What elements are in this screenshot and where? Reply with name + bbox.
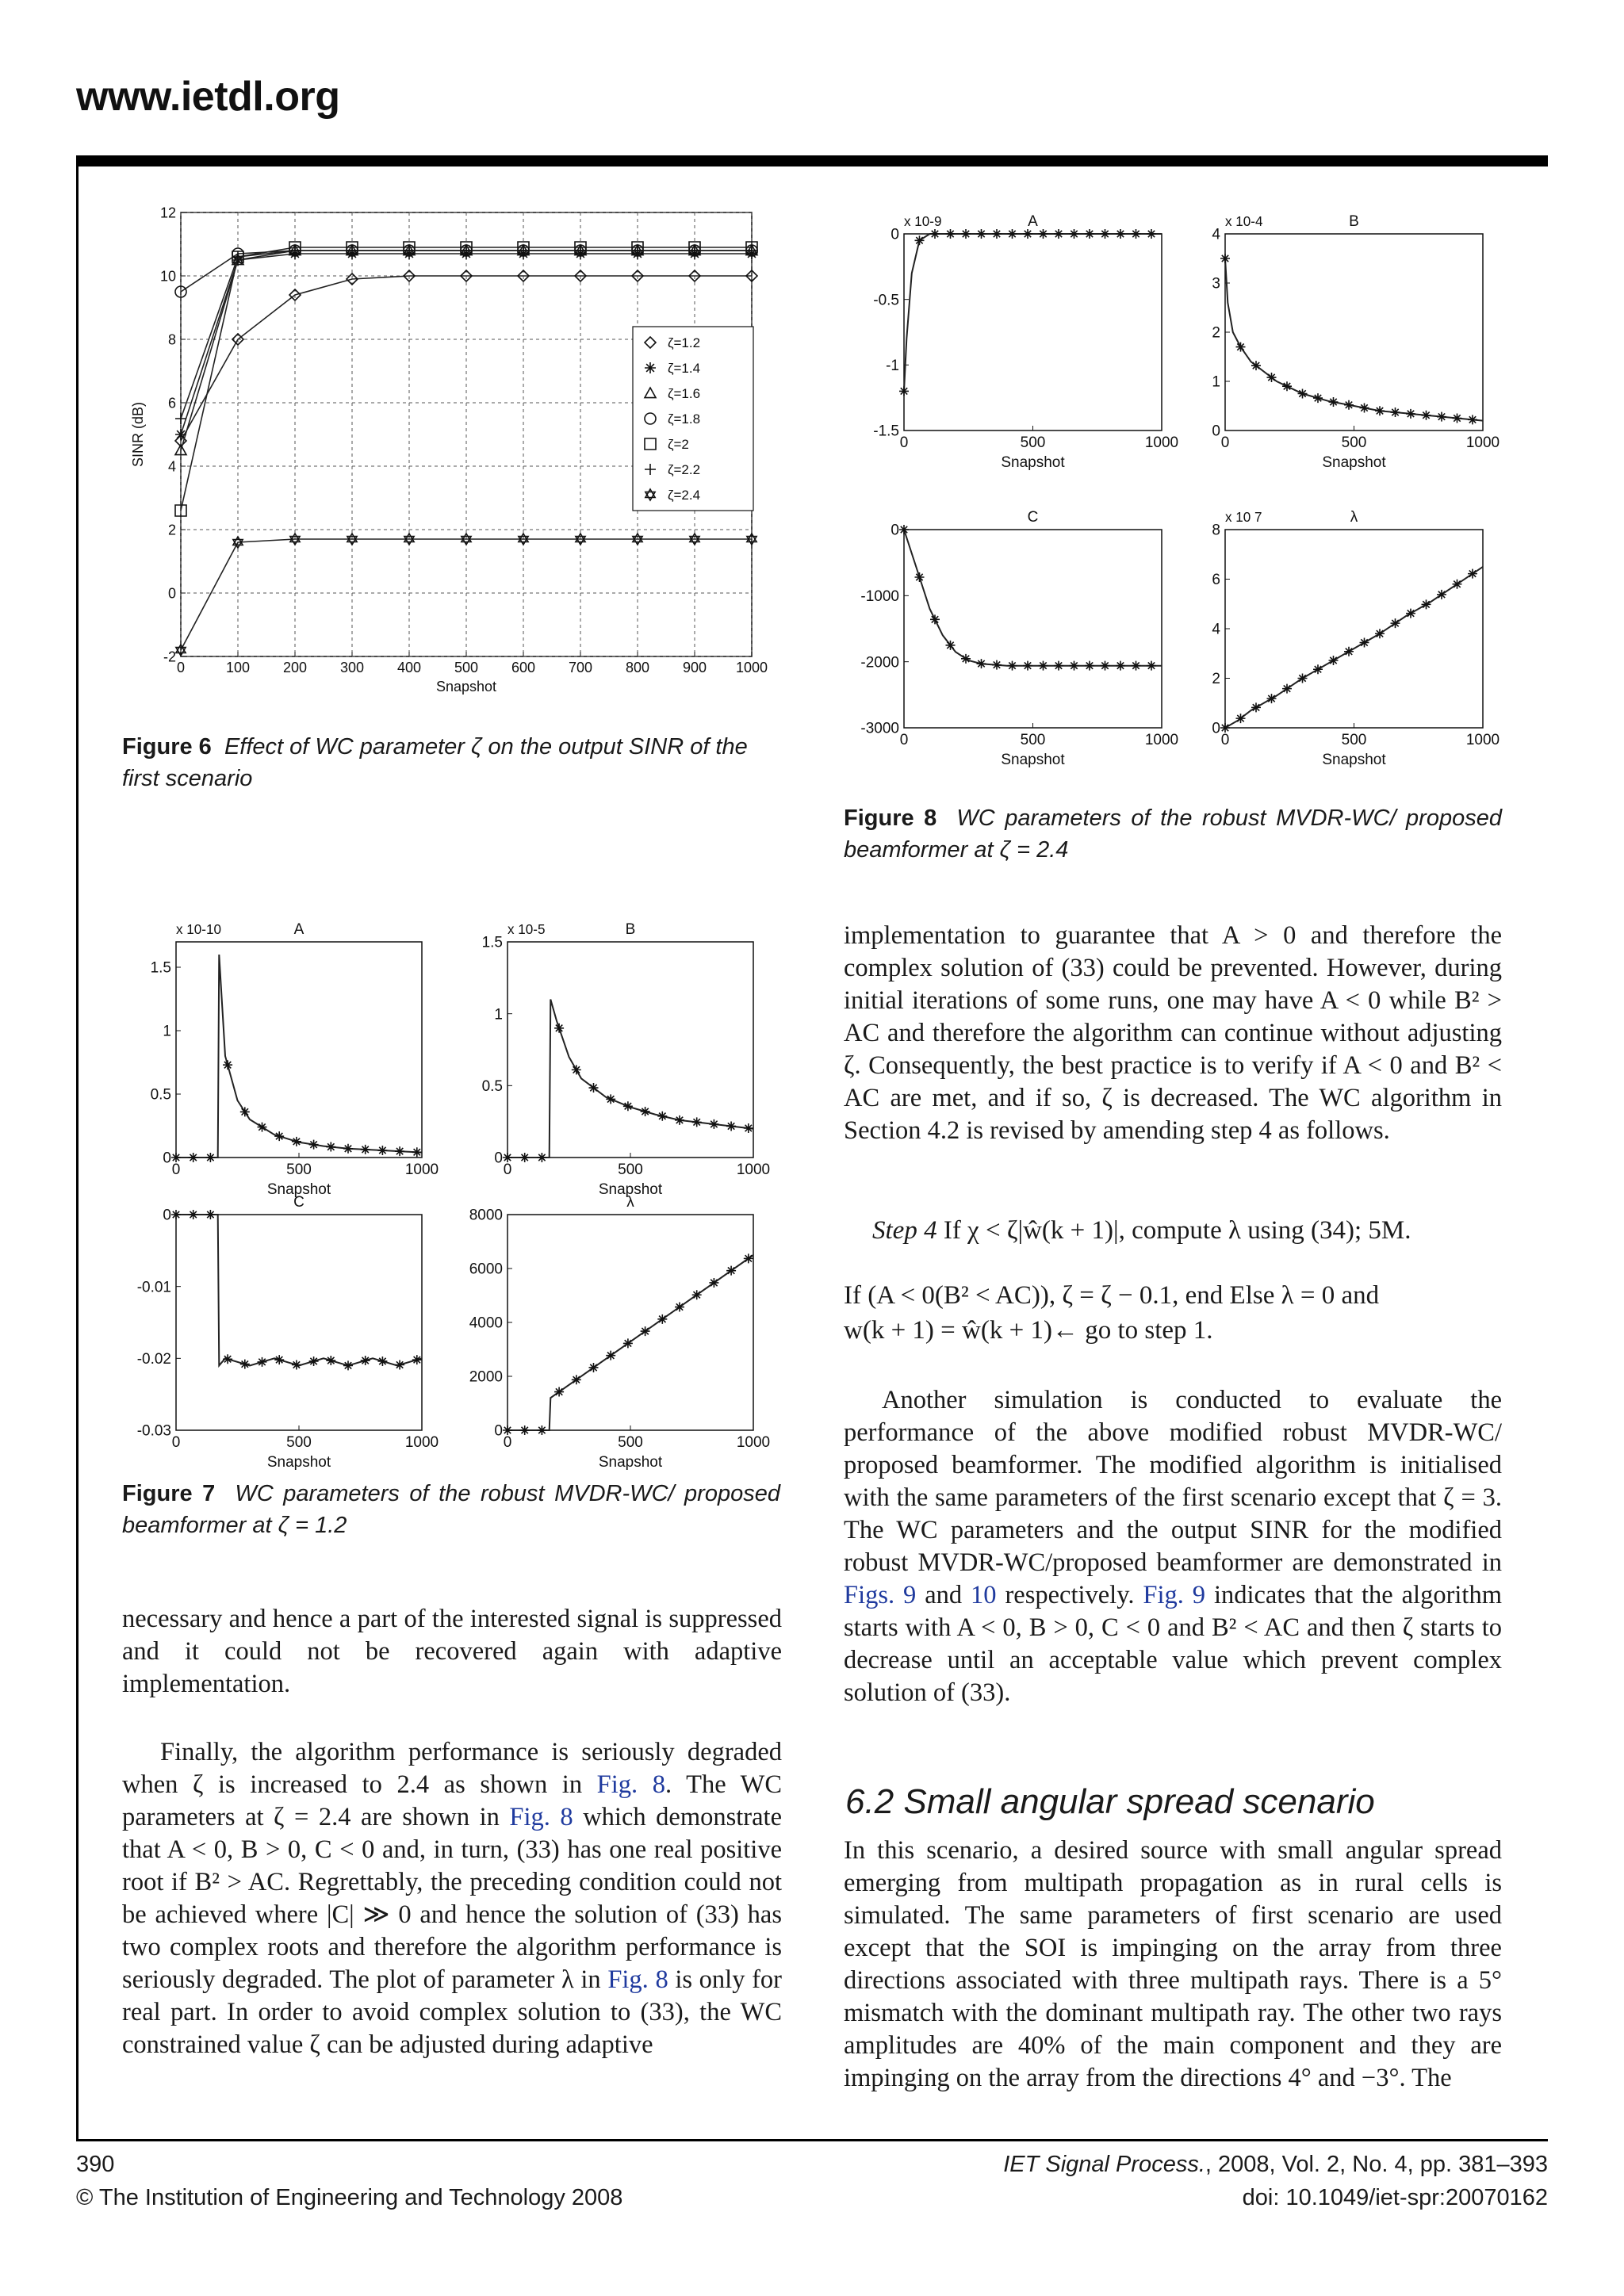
data-marker	[361, 1356, 370, 1365]
x-tick-label: 0	[1220, 732, 1230, 748]
panel-title: A	[1028, 213, 1038, 230]
data-marker	[623, 1338, 633, 1348]
right-column-para1	[844, 920, 1502, 1147]
y-tick-label: 4	[1212, 621, 1220, 638]
y-tick-label: -0.03	[136, 1422, 171, 1440]
data-marker	[274, 1131, 284, 1141]
legend-marker	[645, 362, 656, 373]
data-marker	[343, 1144, 353, 1154]
left-para2-b: . The WC parameters at ζ = 2.4 are shown in	[122, 1770, 782, 1831]
data-marker	[572, 1065, 581, 1074]
fig8-link-2[interactable]: Fig. 8	[509, 1803, 573, 1831]
x-tick-label: 100	[225, 660, 251, 675]
x-tick-label: 500	[1020, 732, 1046, 748]
data-marker	[915, 235, 925, 245]
x-axis-label: Snapshot	[1001, 454, 1065, 471]
data-marker	[744, 1123, 753, 1133]
right-para2-a: Another simulation is conducted to evaluate the performance of the above modified robust MVDR-WC/ proposed beamformer. The modified algorithm is initialised with the same parameters of the first scenario except that ζ = 3. The WC parameters and the output SINR for the modified robust MVDR-WC/proposed beamformer are demonstrated in	[844, 1386, 1502, 1577]
left-para1-text: necessary and hence a part of the interested signal is suppressed and it could not be recovered again with adaptive implementation.	[122, 1605, 782, 1698]
data-marker	[1147, 229, 1156, 239]
data-marker	[589, 1363, 599, 1372]
journal-details: , 2008, Vol. 2, No. 4, pp. 381–393	[1205, 2152, 1548, 2177]
x-tick-label: 500	[286, 1434, 312, 1451]
x-tick-label: 1000	[1465, 732, 1500, 748]
right-para2-b: and	[916, 1581, 971, 1609]
data-marker	[1437, 590, 1446, 599]
y-tick-label: 0	[163, 1150, 171, 1167]
data-marker	[1236, 342, 1246, 352]
data-marker	[1298, 389, 1308, 399]
y-tick-label: 8	[1212, 522, 1220, 539]
data-marker	[258, 1123, 267, 1132]
figure-7-caption	[122, 1478, 780, 1541]
x-tick-label: 500	[286, 1161, 312, 1178]
axis-exponent: x 10-9	[904, 214, 942, 229]
data-marker	[1344, 400, 1354, 410]
data-marker	[1406, 409, 1415, 419]
fig8-link-3[interactable]: Fig. 8	[607, 1965, 668, 1994]
data-marker	[1406, 609, 1415, 618]
x-tick-label: 0	[899, 732, 909, 748]
x-tick-label: 0	[503, 1434, 512, 1451]
panel-fig8-1	[1212, 213, 1500, 471]
data-marker	[240, 1107, 250, 1116]
right-column-para2	[844, 1384, 1502, 1709]
x-tick-label: 600	[511, 660, 536, 675]
data-marker	[1422, 599, 1431, 609]
panel-fig8-0	[873, 213, 1178, 471]
data-marker	[205, 1210, 215, 1219]
fig8-link-1[interactable]: Fig. 8	[596, 1770, 665, 1799]
panel-title: B	[625, 921, 636, 938]
figure-6	[119, 198, 793, 714]
data-marker	[899, 386, 909, 396]
data-marker	[1391, 618, 1400, 628]
y-axis-label: SINR (dB)	[130, 401, 146, 468]
x-tick-label: 1000	[404, 1161, 439, 1178]
y-tick-label: 10	[159, 268, 176, 285]
panel-title: B	[1349, 213, 1359, 230]
copyright: © The Institution of Engineering and Technology 2008	[76, 2185, 623, 2210]
data-marker	[1282, 684, 1292, 694]
x-tick-label: 1000	[736, 1434, 771, 1451]
plot-frame	[1225, 234, 1483, 430]
panel-fig7-1	[482, 921, 771, 1198]
bottom-rule	[76, 2139, 1548, 2141]
x-tick-label: 0	[1220, 434, 1230, 451]
y-tick-label: 1.5	[150, 959, 171, 977]
data-marker	[675, 1115, 684, 1125]
left-para2-a: Finally, the algorithm performance is seriously degraded when ζ is increased to 2.4 as shown in	[122, 1738, 782, 1799]
data-marker	[1267, 694, 1277, 703]
left-rule	[76, 166, 79, 2141]
y-tick-label: -1.5	[873, 423, 899, 440]
data-marker	[1437, 412, 1446, 422]
data-marker	[1251, 702, 1261, 712]
x-tick-label: 200	[282, 660, 308, 675]
data-marker	[1453, 414, 1462, 423]
data-marker	[1220, 723, 1230, 733]
x-tick-label: 500	[1341, 434, 1367, 451]
x-axis-label: Snapshot	[1001, 752, 1065, 768]
legend-label: ζ=1.8	[668, 411, 701, 427]
figure-6-label: Figure 6	[122, 734, 212, 760]
data-marker	[1132, 229, 1141, 239]
top-rule	[76, 155, 1548, 166]
y-tick-label: -0.01	[136, 1279, 171, 1296]
y-tick-label: 0	[494, 1150, 503, 1167]
eq2-line2: w(k + 1) = ŵ(k + 1)← go to step 1.	[844, 1316, 1213, 1345]
y-tick-label: 4	[1212, 226, 1220, 243]
figure-6-caption-text: Effect of WC parameter ζ on the output SINR of the first scenario	[122, 734, 748, 791]
data-marker	[572, 1375, 581, 1384]
data-marker	[1116, 229, 1125, 239]
data-marker	[1085, 229, 1094, 239]
x-tick-label: 400	[396, 660, 422, 675]
data-marker	[1468, 569, 1477, 579]
data-marker	[961, 229, 971, 239]
y-tick-label: 12	[159, 205, 176, 221]
figure-7-caption-text: WC parameters of the robust MVDR-WC/ proposed beamformer at ζ = 1.2	[122, 1481, 780, 1538]
page-number: 390	[76, 2152, 115, 2177]
data-marker	[205, 1153, 215, 1162]
panel-fig8-3	[1212, 509, 1500, 768]
data-marker	[1468, 415, 1477, 424]
data-marker	[1375, 629, 1385, 638]
plot-frame	[904, 530, 1162, 728]
data-marker	[503, 1425, 512, 1435]
left-para2-c: which demonstrate that A < 0, B > 0, C < 0 and, in turn, (33) has one real positive root if B² > AC. Regrettably, the preceding condition could not be achieved where |C| ≫ 0 and hence the solution of (33) has two complex roots and therefore the algorithm performance is seriously degraded. The plot of parameter λ in	[122, 1803, 782, 1994]
figure-8	[841, 198, 1507, 785]
legend-label: ζ=1.6	[668, 386, 701, 401]
panel-title: C	[1027, 509, 1039, 526]
data-marker	[1344, 647, 1354, 656]
panel-title: C	[293, 1194, 304, 1211]
x-tick-label: 900	[682, 660, 707, 675]
data-marker	[1282, 381, 1292, 391]
y-tick-label: 0	[891, 522, 899, 539]
figs9-link[interactable]: Figs. 9	[844, 1581, 917, 1609]
doi[interactable]: doi: 10.1049/iet-spr:20070162	[1242, 2185, 1548, 2210]
x-tick-label: 1000	[1144, 732, 1179, 748]
data-marker	[1329, 656, 1339, 665]
data-marker	[915, 572, 925, 582]
x-axis-label: Snapshot	[598, 1181, 663, 1198]
y-tick-label: -2	[163, 649, 176, 665]
x-tick-label: 1000	[735, 660, 768, 675]
data-marker	[1453, 580, 1462, 589]
legend-label: ζ=1.2	[668, 335, 701, 350]
figure-6-chart	[119, 198, 793, 714]
data-marker	[1329, 397, 1339, 407]
data-marker	[606, 1094, 615, 1104]
data-marker	[709, 1278, 718, 1288]
panel-title: λ	[1350, 509, 1358, 526]
axis-exponent: x 10-10	[176, 922, 222, 937]
data-marker	[692, 1290, 702, 1299]
data-marker	[1236, 714, 1246, 723]
data-marker	[1251, 361, 1261, 370]
step4-text: If χ < ζ|ŵ(k + 1)|, compute λ using (34); 5M.	[943, 1216, 1411, 1245]
x-tick-label: 500	[454, 660, 479, 675]
data-marker	[1313, 664, 1323, 674]
y-tick-label: 8000	[469, 1207, 503, 1224]
x-tick-label: 1000	[404, 1434, 439, 1451]
data-marker	[343, 1360, 353, 1370]
legend-label: ζ=1.4	[668, 361, 701, 376]
x-tick-label: 500	[618, 1161, 643, 1178]
x-axis-label: Snapshot	[266, 1454, 331, 1471]
data-marker	[977, 229, 986, 239]
x-tick-label: 800	[625, 660, 650, 675]
y-tick-label: 0.5	[150, 1086, 171, 1104]
x-tick-label: 1000	[736, 1161, 771, 1178]
x-tick-label: 0	[171, 1434, 181, 1451]
data-marker	[1101, 229, 1110, 239]
data-marker	[1267, 373, 1277, 382]
data-marker	[1101, 661, 1110, 671]
panel-title: λ	[626, 1194, 634, 1211]
step4-label: Step 4	[872, 1216, 937, 1245]
x-axis-label: Snapshot	[435, 679, 497, 695]
figure-8-caption	[844, 802, 1502, 866]
panel-fig7-3	[469, 1194, 770, 1471]
x-axis-label: Snapshot	[1322, 752, 1386, 768]
figure-7	[119, 912, 793, 1471]
axis-exponent: x 10-4	[1225, 214, 1263, 229]
axis-exponent: x 10-5	[508, 922, 546, 937]
data-marker	[520, 1425, 530, 1435]
panel-fig8-2	[860, 509, 1178, 768]
data-marker	[1070, 661, 1079, 671]
data-marker	[240, 1360, 250, 1369]
fig10-link[interactable]: 10	[971, 1581, 997, 1609]
y-tick-label: 0	[891, 226, 899, 243]
data-marker	[1147, 661, 1156, 671]
left-para2-d: is only for real part. In order to avoid complex solution to (33), the WC constrained value ζ can be adjusted during adaptive	[122, 1965, 783, 2059]
data-marker	[1360, 403, 1369, 412]
y-tick-label: 0	[1212, 720, 1220, 737]
x-axis-label: Snapshot	[598, 1454, 663, 1471]
data-marker	[412, 1147, 422, 1157]
y-tick-label: 0	[494, 1422, 503, 1440]
fig9-link[interactable]: Fig. 9	[1143, 1581, 1206, 1609]
data-marker	[992, 229, 1002, 239]
x-tick-label: 0	[899, 434, 909, 451]
y-tick-label: -0.02	[136, 1350, 171, 1368]
y-tick-label: 0.5	[481, 1077, 503, 1095]
data-marker	[1422, 411, 1431, 420]
data-marker	[1313, 393, 1323, 403]
x-tick-label: 300	[339, 660, 365, 675]
right-para2-c: respectively.	[996, 1581, 1143, 1609]
y-tick-label: 6000	[469, 1261, 503, 1278]
y-tick-label: 6	[167, 395, 176, 411]
data-marker	[223, 1354, 232, 1364]
x-tick-label: 0	[171, 1161, 181, 1178]
figure-8-label: Figure 8	[844, 806, 937, 831]
data-marker	[606, 1351, 615, 1360]
journal-citation	[1003, 2152, 1548, 2178]
x-axis-label: Snapshot	[1322, 454, 1386, 471]
data-marker	[1039, 229, 1048, 239]
y-tick-label: -2000	[860, 654, 899, 672]
right-para2-d: indicates that the algorithm starts with A < 0, B > 0, C < 0 and B² < AC and then ζ starts to decrease until an acceptable value which prevent complex solution of (33).	[844, 1581, 1502, 1707]
data-marker	[589, 1083, 599, 1093]
legend-label: ζ=2.4	[668, 488, 701, 503]
data-marker	[930, 229, 940, 239]
section-heading: 6.2 Small angular spread scenario	[845, 1782, 1375, 1821]
data-marker	[520, 1153, 530, 1162]
y-tick-label: 4000	[469, 1314, 503, 1332]
figure-7-chart	[119, 912, 793, 1471]
data-marker	[189, 1153, 198, 1162]
data-marker	[744, 1253, 753, 1263]
right-column-para3	[844, 1835, 1502, 2095]
figure-6-caption	[122, 731, 788, 794]
y-tick-label: 0	[167, 585, 176, 602]
data-marker	[946, 229, 956, 239]
figure-8-caption-text: WC parameters of the robust MVDR-WC/ proposed beamformer at ζ = 2.4	[844, 806, 1502, 863]
data-marker	[1220, 254, 1230, 263]
data-marker	[537, 1425, 546, 1435]
data-marker	[503, 1153, 512, 1162]
legend	[633, 327, 753, 511]
data-marker	[1360, 638, 1369, 648]
plot-frame	[176, 942, 422, 1158]
data-marker	[537, 1153, 546, 1162]
y-tick-label: -1	[886, 357, 899, 374]
y-tick-label: 1	[494, 1006, 503, 1024]
data-marker	[189, 1210, 198, 1219]
step4-condition	[844, 1278, 1503, 1348]
legend-label: ζ=2	[668, 437, 689, 452]
axis-exponent: x 10 7	[1225, 510, 1262, 525]
left-para2-text	[122, 1736, 782, 2061]
legend-label: ζ=2.2	[668, 462, 701, 477]
y-tick-label: 4	[167, 458, 176, 475]
data-marker	[899, 525, 909, 534]
plot-frame	[508, 1215, 753, 1430]
plot-frame	[1225, 530, 1483, 728]
data-marker	[1070, 229, 1079, 239]
right-para3-text: In this scenario, a desired source with small angular spread emerging from multipath propagation as in rural cells is simulated. The same parameters of first scenario are used except that the SOI is impinging on the array from three directions associated with three multipath rays. There is a 5° mismatch with the dominant multipath ray. The other two rays amplitudes are 40% of the main component and they are impinging on the array from the directions 4° and −3°. The	[844, 1836, 1502, 2092]
journal-name: IET Signal Process.	[1003, 2152, 1205, 2177]
data-marker	[1132, 661, 1141, 671]
x-tick-label: 700	[568, 660, 593, 675]
x-tick-label: 1000	[1144, 434, 1179, 451]
step4-equation	[872, 1213, 1507, 1248]
y-tick-label: 3	[1212, 275, 1220, 293]
plot-frame	[176, 1215, 422, 1430]
figure-8-chart	[841, 198, 1507, 785]
y-tick-label: -1000	[860, 587, 899, 605]
data-marker	[1085, 661, 1094, 671]
x-tick-label: 1000	[1465, 434, 1500, 451]
data-marker	[1375, 406, 1385, 415]
panel-fig7-2	[137, 1194, 439, 1471]
y-tick-label: 1	[1212, 373, 1220, 391]
plot-frame	[904, 234, 1162, 430]
x-axis-label: Snapshot	[266, 1181, 331, 1198]
x-tick-label: 500	[1341, 732, 1367, 748]
y-tick-label: 2000	[469, 1368, 503, 1386]
y-tick-label: 2	[1212, 671, 1220, 688]
y-tick-label: 8	[167, 331, 176, 348]
y-tick-label: 1	[163, 1023, 171, 1040]
x-tick-label: 500	[618, 1434, 643, 1451]
data-marker	[326, 1356, 335, 1365]
right-para1-text: implementation to guarantee that A > 0 and therefore the complex solution of (33) could be prevented. However, during initial iterations of some runs, one may have A < 0 while B² > AC and therefore the algorithm can continue without adjusting ζ. Consequently, the best practice is to verify if A < 0 and B² < AC are met, and if so, ζ is decreased. The WC algorithm in Section 4.2 is revised by amending step 4 as follows.	[844, 921, 1502, 1145]
panel-fig7-0	[151, 921, 439, 1198]
y-tick-label: 6	[1212, 572, 1220, 589]
y-tick-label: 2	[1212, 324, 1220, 342]
data-marker	[1054, 661, 1063, 671]
figure-7-label: Figure 7	[122, 1481, 216, 1506]
x-tick-label: 0	[503, 1161, 512, 1178]
x-tick-label: 0	[176, 660, 186, 675]
y-tick-label: 2	[167, 522, 176, 538]
data-marker	[1054, 229, 1063, 239]
y-tick-label: -0.5	[873, 292, 899, 309]
data-marker	[1391, 408, 1400, 417]
y-tick-label: 0	[163, 1207, 171, 1224]
site-url[interactable]: www.ietdl.org	[76, 74, 340, 120]
data-marker	[171, 1153, 181, 1162]
y-tick-label: -3000	[860, 720, 899, 737]
data-marker	[1023, 229, 1032, 239]
right-para2-text	[844, 1384, 1502, 1709]
data-marker	[171, 1210, 181, 1219]
left-column-para1	[122, 1603, 782, 1701]
y-tick-label: 1.5	[481, 934, 503, 951]
y-tick-label: 0	[1212, 423, 1220, 440]
left-column-para2	[122, 1736, 782, 2061]
data-marker	[1008, 229, 1017, 239]
data-marker	[709, 1119, 718, 1129]
data-marker	[1116, 661, 1125, 671]
data-marker	[1298, 674, 1308, 683]
data-marker	[692, 1117, 702, 1127]
data-marker	[657, 1112, 667, 1121]
x-tick-label: 500	[1020, 434, 1046, 451]
eq2-line1: If (A < 0(B² < AC)), ζ = ζ − 0.1, end Else λ = 0 and	[844, 1281, 1380, 1310]
panel-title: A	[293, 921, 304, 938]
